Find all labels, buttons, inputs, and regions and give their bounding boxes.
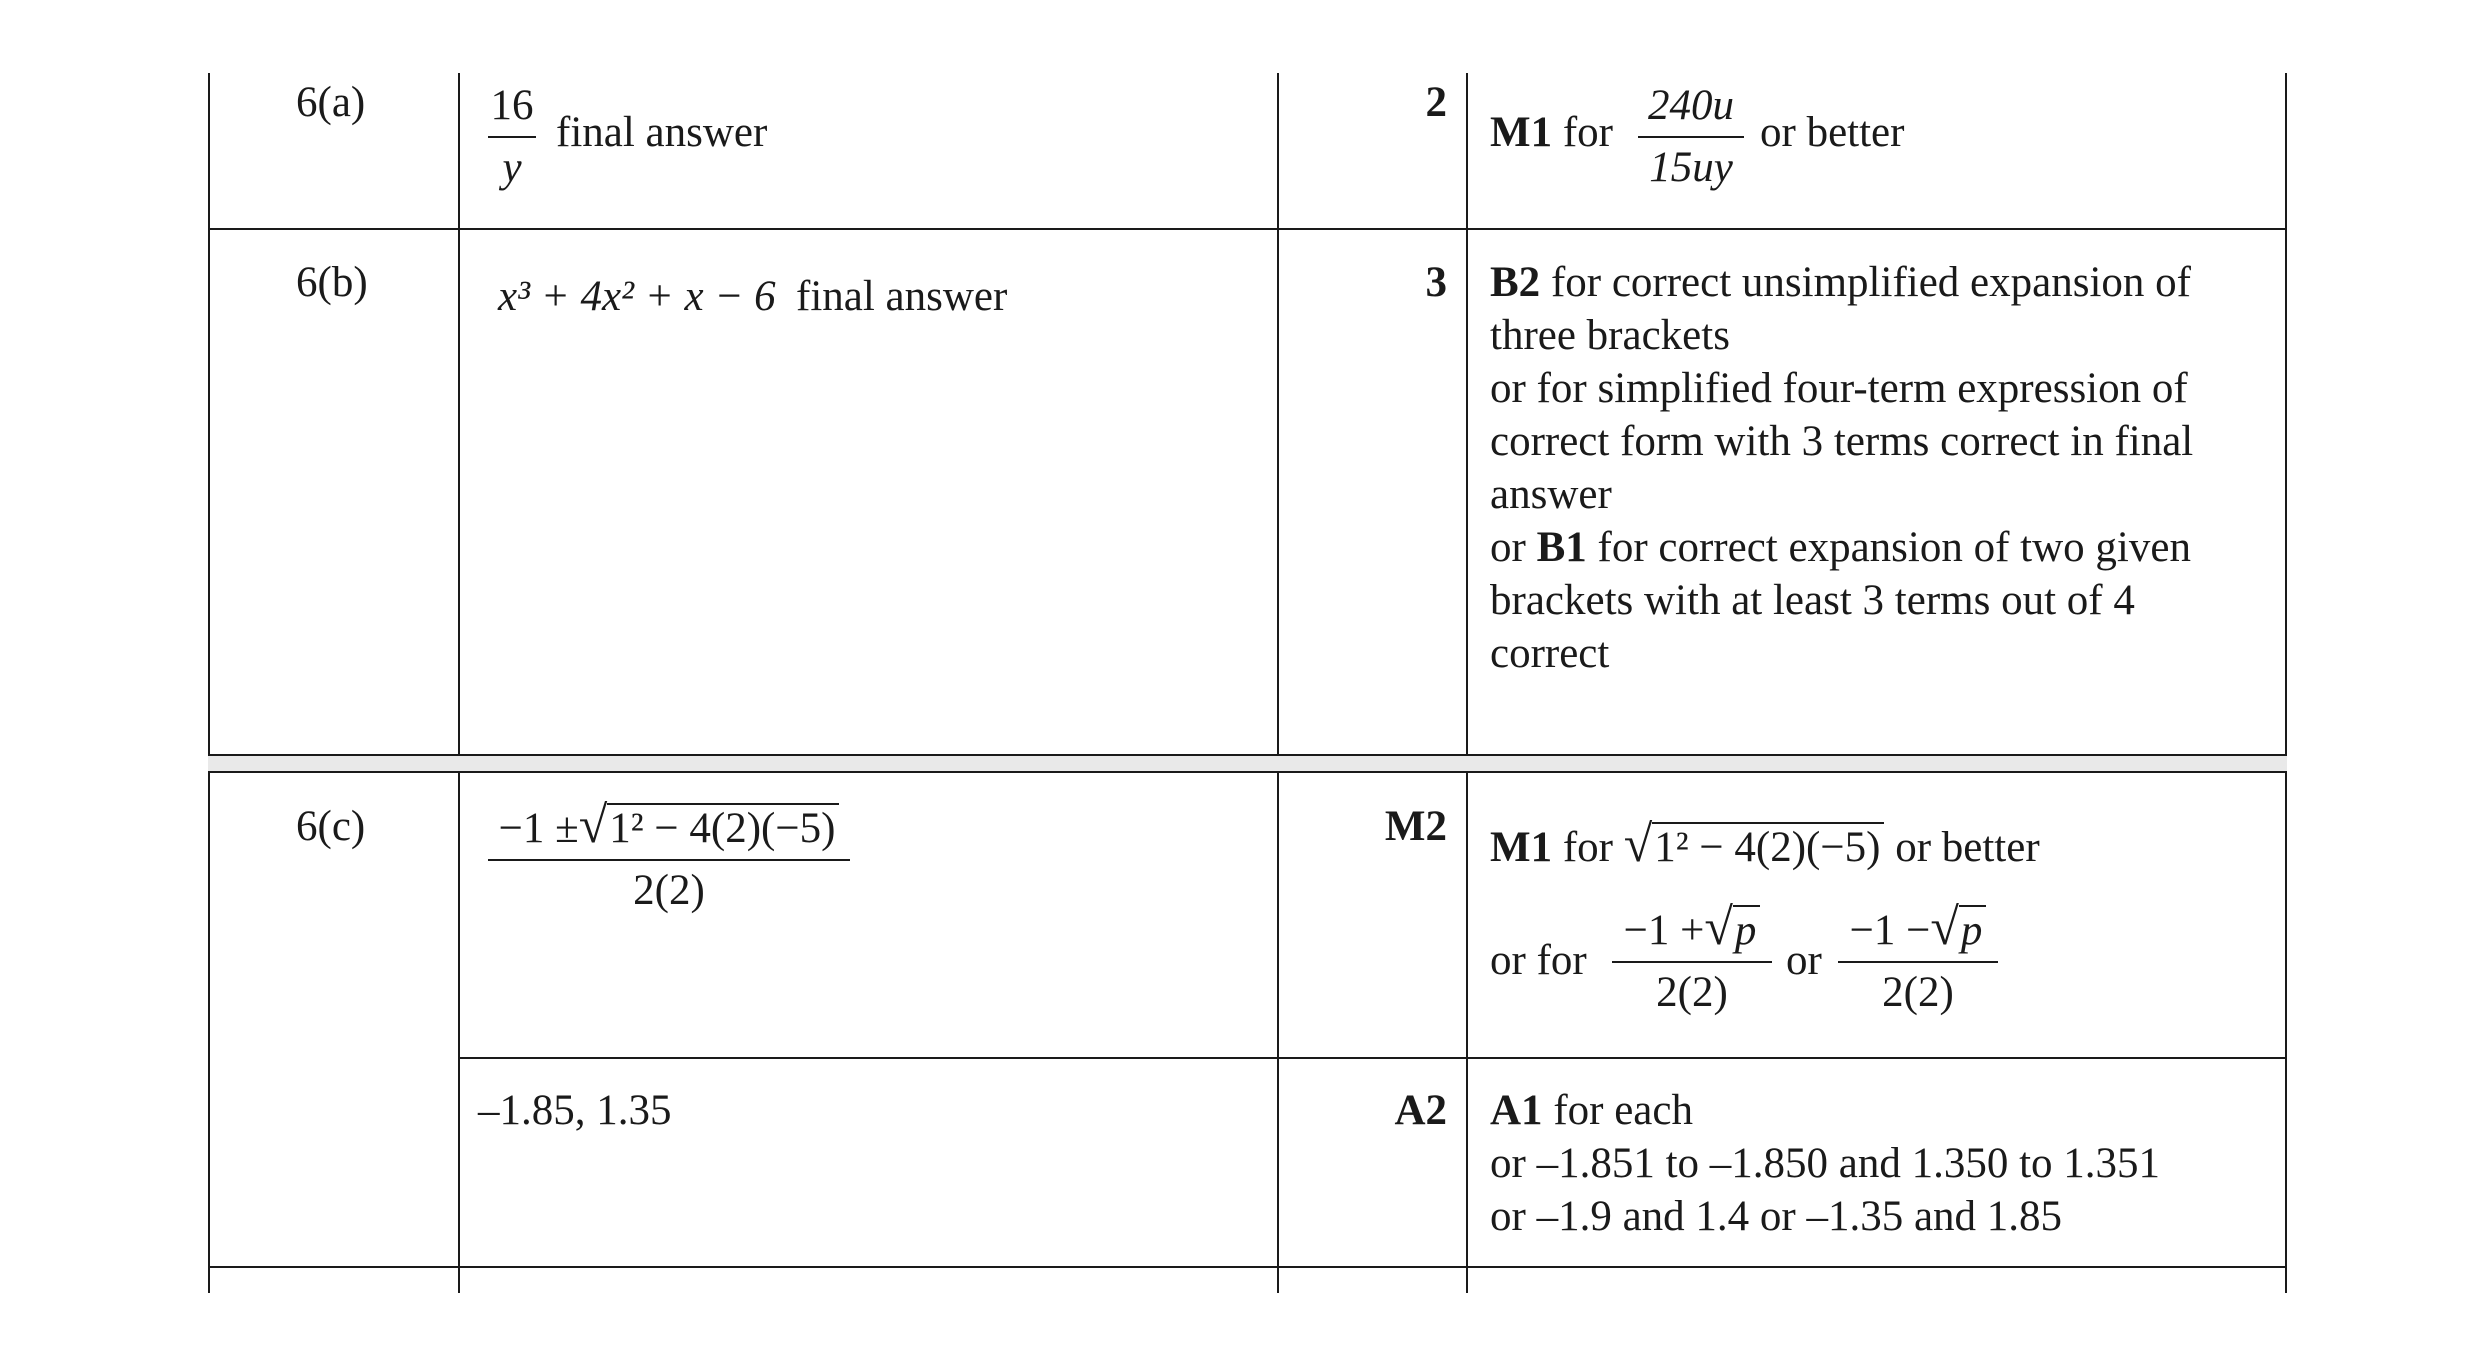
row-divider — [208, 771, 2287, 773]
sqrt-symbol: √ — [578, 797, 608, 854]
fraction-numerator: 16 — [490, 82, 534, 129]
guidance-fraction-plus — [1612, 899, 1772, 1019]
radicand: p — [1959, 905, 1987, 954]
radicand: p — [1733, 905, 1761, 954]
table-divider-marks — [1466, 73, 1468, 1293]
fraction-denominator: 15uy — [1649, 144, 1733, 191]
mark-value: 2 — [1425, 79, 1447, 126]
guidance-line: three brackets — [1490, 312, 1730, 359]
radicand: 1² − 4(2)(−5) — [1652, 822, 1884, 871]
answer-expression: x³ + 4x² + x − 6 — [498, 273, 776, 320]
guidance-text — [1490, 106, 1613, 159]
answer-fraction — [488, 80, 536, 194]
mark-code: M1 — [1490, 824, 1553, 871]
mark-code: B1 — [1536, 524, 1587, 571]
numerator-prefix: −1 + — [1623, 907, 1705, 954]
mark-code: B2 — [1490, 259, 1541, 306]
table-border-right — [2285, 73, 2287, 1293]
guidance-line — [1490, 256, 2191, 309]
sqrt-symbol: √ — [1704, 899, 1733, 956]
fraction-numerator: 240u — [1648, 82, 1734, 129]
mark-value: 3 — [1425, 259, 1447, 306]
mark-code: M1 — [1490, 109, 1553, 156]
row-divider — [208, 228, 2287, 230]
row-separator-band — [208, 754, 2287, 772]
row-divider — [458, 1057, 2287, 1059]
answer-values: –1.85, 1.35 — [478, 1087, 672, 1134]
part-label: 6(a) — [296, 79, 366, 126]
table-border-left — [208, 73, 210, 1293]
guidance-line: answer — [1490, 471, 1612, 518]
fraction-bar — [1612, 961, 1772, 963]
table-divider-answer — [1277, 73, 1279, 1293]
fraction-bar — [488, 136, 536, 138]
answer-fraction — [488, 797, 850, 917]
guidance-line: or for simplified four-term expression of — [1490, 365, 2188, 412]
fraction-denominator: 2(2) — [1656, 969, 1728, 1016]
mark-code: A1 — [1490, 1087, 1543, 1134]
guidance-text: for correct expansion of two given — [1597, 524, 2191, 571]
guidance-line — [1490, 521, 2191, 574]
mark-value: A2 — [1394, 1087, 1447, 1134]
numerator-prefix: −1 ± — [498, 805, 579, 852]
part-label: 6(b) — [296, 259, 368, 306]
guidance-line — [1490, 1084, 1693, 1137]
guidance-text: or — [1490, 524, 1526, 571]
guidance-or-for: or for — [1490, 937, 1587, 984]
numerator-prefix: −1 − — [1849, 907, 1931, 954]
guidance-line: correct — [1490, 630, 1610, 677]
guidance-text: for each — [1553, 1087, 1693, 1134]
guidance-suffix: or better — [1895, 824, 2040, 871]
answer-suffix: final answer — [796, 273, 1008, 320]
fraction-denominator: y — [502, 144, 522, 191]
fraction-numerator — [1838, 899, 1998, 957]
radicand: 1² − 4(2)(−5) — [607, 803, 839, 852]
table-divider-part — [458, 73, 460, 1293]
fraction-bar — [488, 859, 850, 861]
guidance-line: or –1.9 and 1.4 or –1.35 and 1.85 — [1490, 1193, 2063, 1240]
guidance-line: brackets with at least 3 terms out of 4 — [1490, 577, 2135, 624]
fraction-bar — [1638, 136, 1744, 138]
guidance-word: for — [1562, 109, 1613, 156]
guidance-line — [1490, 818, 2040, 874]
fraction-denominator: 2(2) — [633, 867, 705, 914]
fraction-numerator — [1612, 899, 1772, 957]
row-divider — [208, 1266, 2287, 1268]
guidance-text: for correct unsimplified expansion of — [1550, 259, 2191, 306]
sqrt-symbol: √ — [1930, 899, 1959, 956]
guidance-or: or — [1786, 937, 1822, 984]
part-label: 6(c) — [296, 803, 366, 850]
guidance-fraction — [1638, 80, 1744, 194]
guidance-suffix: or better — [1760, 109, 1905, 156]
guidance-fraction-minus — [1838, 899, 1998, 1019]
guidance-line: or –1.851 to –1.850 and 1.350 to 1.351 — [1490, 1140, 2161, 1187]
row-divider — [208, 754, 2287, 756]
guidance-word: for — [1562, 824, 1613, 871]
fraction-numerator — [488, 797, 850, 855]
fraction-denominator: 2(2) — [1882, 969, 1954, 1016]
mark-value: M2 — [1384, 803, 1447, 850]
sqrt-symbol: √ — [1623, 816, 1653, 873]
answer-suffix: final answer — [556, 109, 768, 156]
guidance-line: correct form with 3 terms correct in final — [1490, 418, 2194, 465]
fraction-bar — [1838, 961, 1998, 963]
